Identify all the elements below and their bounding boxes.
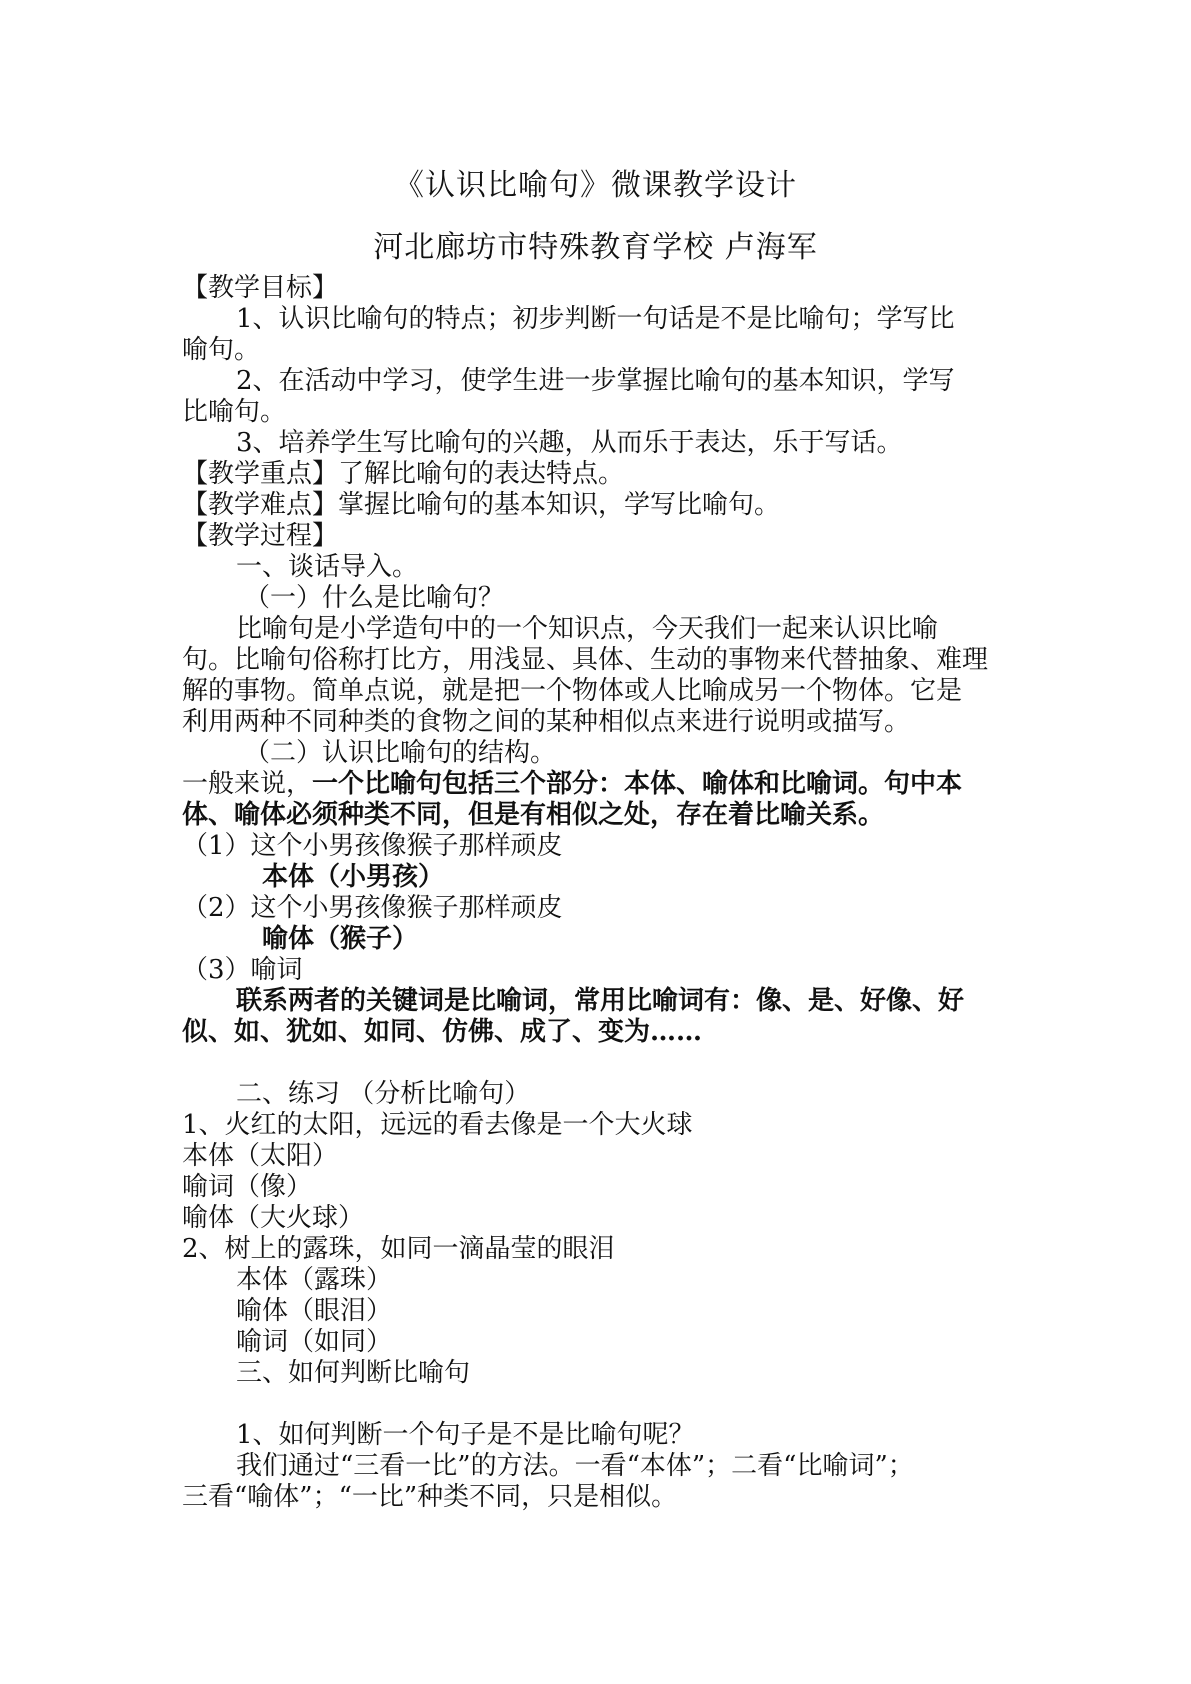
difficult-point-line: 【教学难点】掌握比喻句的基本知识，学写比喻句。 — [182, 490, 781, 520]
keyword-line: 似、如、犹如、如同、仿佛、成了、变为…… — [182, 1017, 703, 1047]
judge-method-line: 我们通过“三看一比”的方法。一看“本体”；二看“比喻词”； — [236, 1451, 914, 1481]
document-body — [182, 273, 1022, 1513]
paragraph-line: 利用两种不同种类的食物之间的某种相似点来进行说明或描写。 — [182, 707, 911, 737]
step-heading: 三、如何判断比喻句 — [236, 1358, 471, 1388]
objective-line: 比喻句。 — [182, 397, 287, 427]
exercise-line: 2、树上的露珠，如同一滴晶莹的眼泪 — [182, 1234, 615, 1264]
objective-line: 喻句。 — [182, 335, 261, 365]
example-line: （1）这个小男孩像猴子那样顽皮 — [182, 831, 563, 861]
judge-method-line: 三看“喻体”；“一比”种类不同，只是相似。 — [182, 1482, 678, 1512]
example-answer: 喻体（猴子） — [262, 924, 419, 954]
document-title: 《认识比喻句》微课教学设计 — [394, 168, 797, 203]
structure-emphasis-line: 体、喻体必须种类不同，但是有相似之处，存在着比喻关系。 — [182, 800, 885, 830]
structure-line — [182, 769, 1022, 800]
exercise-answer: 喻体（眼泪） — [236, 1296, 393, 1326]
objective-line: 3、培养学生写比喻句的兴趣，从而乐于表达，乐于写话。 — [236, 428, 903, 458]
example-line: （2）这个小男孩像猴子那样顽皮 — [182, 893, 563, 923]
step-heading: 二、练习 （分析比喻句） — [236, 1079, 531, 1109]
exercise-answer: 喻词（像） — [182, 1172, 313, 1202]
structure-emphasis: 一个比喻句包括三个部分：本体、喻体和比喻词。句中本 — [312, 769, 963, 799]
exercise-line: 1、火红的太阳，远远的看去像是一个大火球 — [182, 1110, 693, 1140]
sub-heading: （二）认识比喻句的结构。 — [244, 738, 557, 768]
paragraph-line: 比喻句是小学造句中的一个知识点，今天我们一起来认识比喻 — [236, 614, 939, 644]
section-heading-objectives: 【教学目标】 — [182, 273, 339, 303]
exercise-answer: 喻体（大火球） — [182, 1203, 365, 1233]
sub-heading: （一）什么是比喻句？ — [244, 583, 505, 613]
step-heading: 一、谈话导入。 — [236, 552, 419, 582]
keyword-line: 联系两者的关键词是比喻词，常用比喻词有：像、是、好像、好 — [236, 986, 965, 1016]
document-author: 河北廊坊市特殊教育学校 卢海军 — [373, 230, 818, 265]
paragraph-line: 解的事物。简单点说，就是把一个物体或人比喻成另一个物体。它是 — [182, 676, 963, 706]
section-heading-process: 【教学过程】 — [182, 521, 339, 551]
example-line: （3）喻词 — [182, 955, 303, 985]
exercise-answer: 本体（露珠） — [236, 1265, 393, 1295]
exercise-answer: 本体（太阳） — [182, 1141, 339, 1171]
structure-intro: 一般来说， — [182, 769, 313, 799]
exercise-answer: 喻词（如同） — [236, 1327, 393, 1357]
judge-question: 1、如何判断一个句子是不是比喻句呢？ — [236, 1420, 695, 1450]
paragraph-line: 句。比喻句俗称打比方，用浅显、具体、生动的事物来代替抽象、难理 — [182, 645, 989, 675]
example-answer: 本体（小男孩） — [262, 862, 445, 892]
objective-line: 2、在活动中学习，使学生进一步掌握比喻句的基本知识，学写 — [236, 366, 955, 396]
objective-line: 1、认识比喻句的特点；初步判断一句话是不是比喻句；学写比 — [236, 304, 955, 334]
key-point-line: 【教学重点】了解比喻句的表达特点。 — [182, 459, 625, 489]
